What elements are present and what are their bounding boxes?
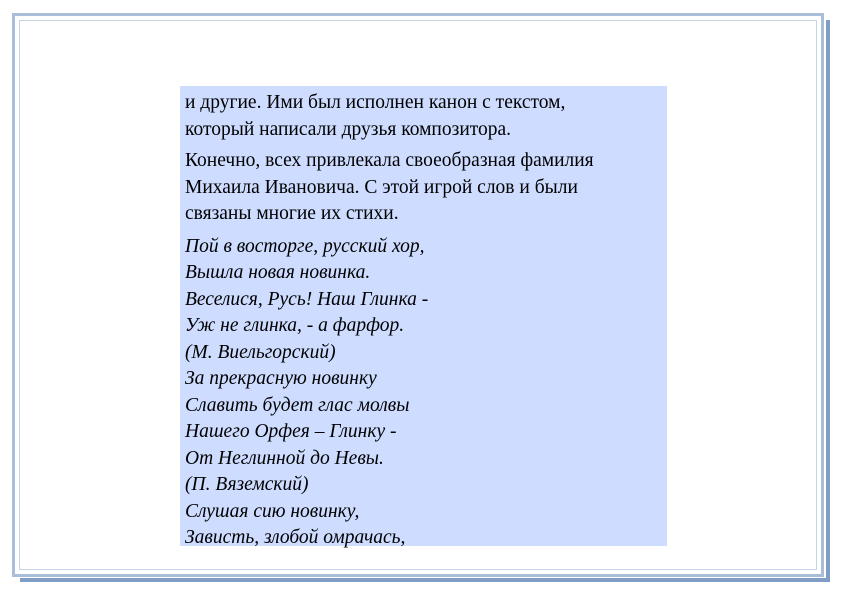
- paragraph-line: который написали друзья композитора.: [185, 118, 512, 140]
- paragraph-line: Конечно, всех привлекала своеобразная фамилия: [185, 150, 594, 171]
- paragraph-surname: [185, 148, 667, 228]
- poem-line: Зависть, злобой омрачась,: [185, 527, 406, 548]
- poem-line: Слушая сию новинку,: [185, 500, 360, 522]
- poem-author: (П. Вяземский): [185, 474, 309, 495]
- poem-block: [185, 234, 667, 552]
- poem-line: От Неглинной до Невы.: [185, 447, 384, 469]
- poem-line: Веселися, Русь! Наш Глинка -: [185, 288, 429, 310]
- poem-line: Уж не глинка, - а фарфор.: [185, 315, 405, 336]
- paragraph-line: связаны многие их стихи.: [185, 203, 399, 224]
- poem-author: (М. Виельгорский): [185, 341, 336, 363]
- paragraph-line: Михаила Ивановича. С этой игрой слов и были: [185, 176, 578, 198]
- text-box: [180, 86, 667, 546]
- poem-line: За прекрасную новинку: [185, 368, 377, 389]
- poem-line: Пой в восторге, русский хор,: [185, 235, 425, 257]
- poem-line: Нашего Орфея – Глинку -: [185, 421, 397, 442]
- poem-line: Вышла новая новинка.: [185, 262, 371, 283]
- paragraph-line: и другие. Ими был исполнен канон с текстом,: [185, 92, 566, 113]
- poem-line: Славить будет глас молвы: [185, 394, 410, 416]
- paragraph-canon: [185, 90, 667, 143]
